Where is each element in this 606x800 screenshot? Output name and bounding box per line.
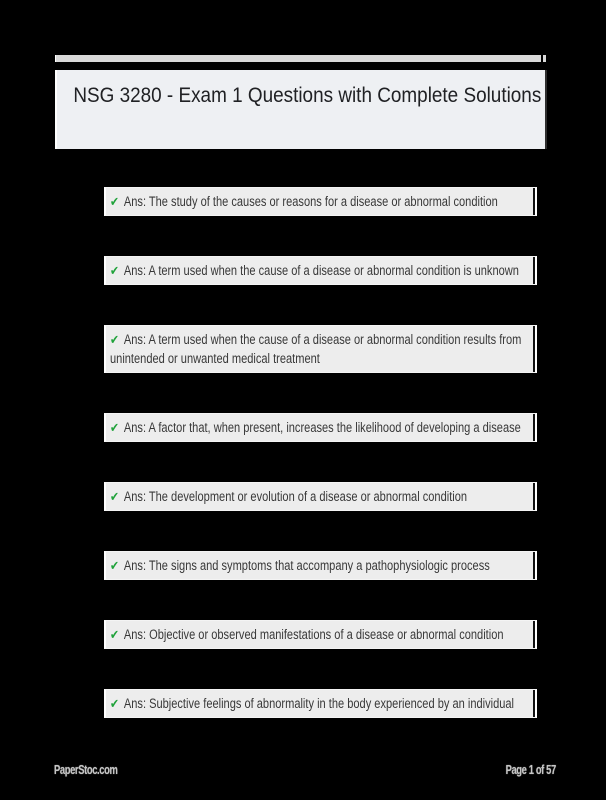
check-icon: ✔ [110,489,119,504]
answer-label: Ans: The development or evolution of a disease or abnormal condition [123,489,468,504]
title-box [55,70,545,149]
answer-box [104,689,537,718]
answer-label: Ans: Objective or observed manifestations of a disease or abnormal condition [123,627,504,642]
answer-text [110,556,524,575]
answer-label: Ans: A term used when the cause of a disease or abnormal condition results from unintended or unwanted medical treatment [110,332,522,366]
answer-label: Ans: The signs and symptoms that accompany a pathophysiologic process [123,558,490,573]
page-number: Page 1 of 57 [505,762,556,777]
answer-box [104,187,537,216]
answer-text [110,487,524,506]
answer-text [110,625,524,644]
answer-label: Ans: Subjective feelings of abnormality in the body experienced by an individual [123,696,515,711]
page-title: NSG 3280 - Exam 1 Questions with Complete Solutions [73,83,542,107]
check-icon: ✔ [110,627,119,642]
check-icon: ✔ [110,263,119,278]
check-icon: ✔ [110,332,119,347]
answers-list [104,187,537,758]
answer-text [110,330,524,368]
answer-text [110,192,524,211]
answer-box [104,551,537,580]
answer-box [104,256,537,285]
answer-label: Ans: A factor that, when present, increases the likelihood of developing a disease [123,420,521,435]
answer-box [104,413,537,442]
answer-box [104,482,537,511]
previous-page-edge-strip [55,55,546,62]
site-watermark: PaperStoc.com [54,762,118,777]
answer-box [104,620,537,649]
answer-text [110,261,524,280]
check-icon: ✔ [110,420,119,435]
check-icon: ✔ [110,558,119,573]
check-icon: ✔ [110,696,119,711]
answer-text [110,418,524,437]
check-icon: ✔ [110,194,119,209]
answer-text [110,694,524,713]
answer-label: Ans: The study of the causes or reasons for a disease or abnormal condition [123,194,498,209]
answer-box [104,325,537,373]
answer-label: Ans: A term used when the cause of a disease or abnormal condition is unknown [123,263,519,278]
